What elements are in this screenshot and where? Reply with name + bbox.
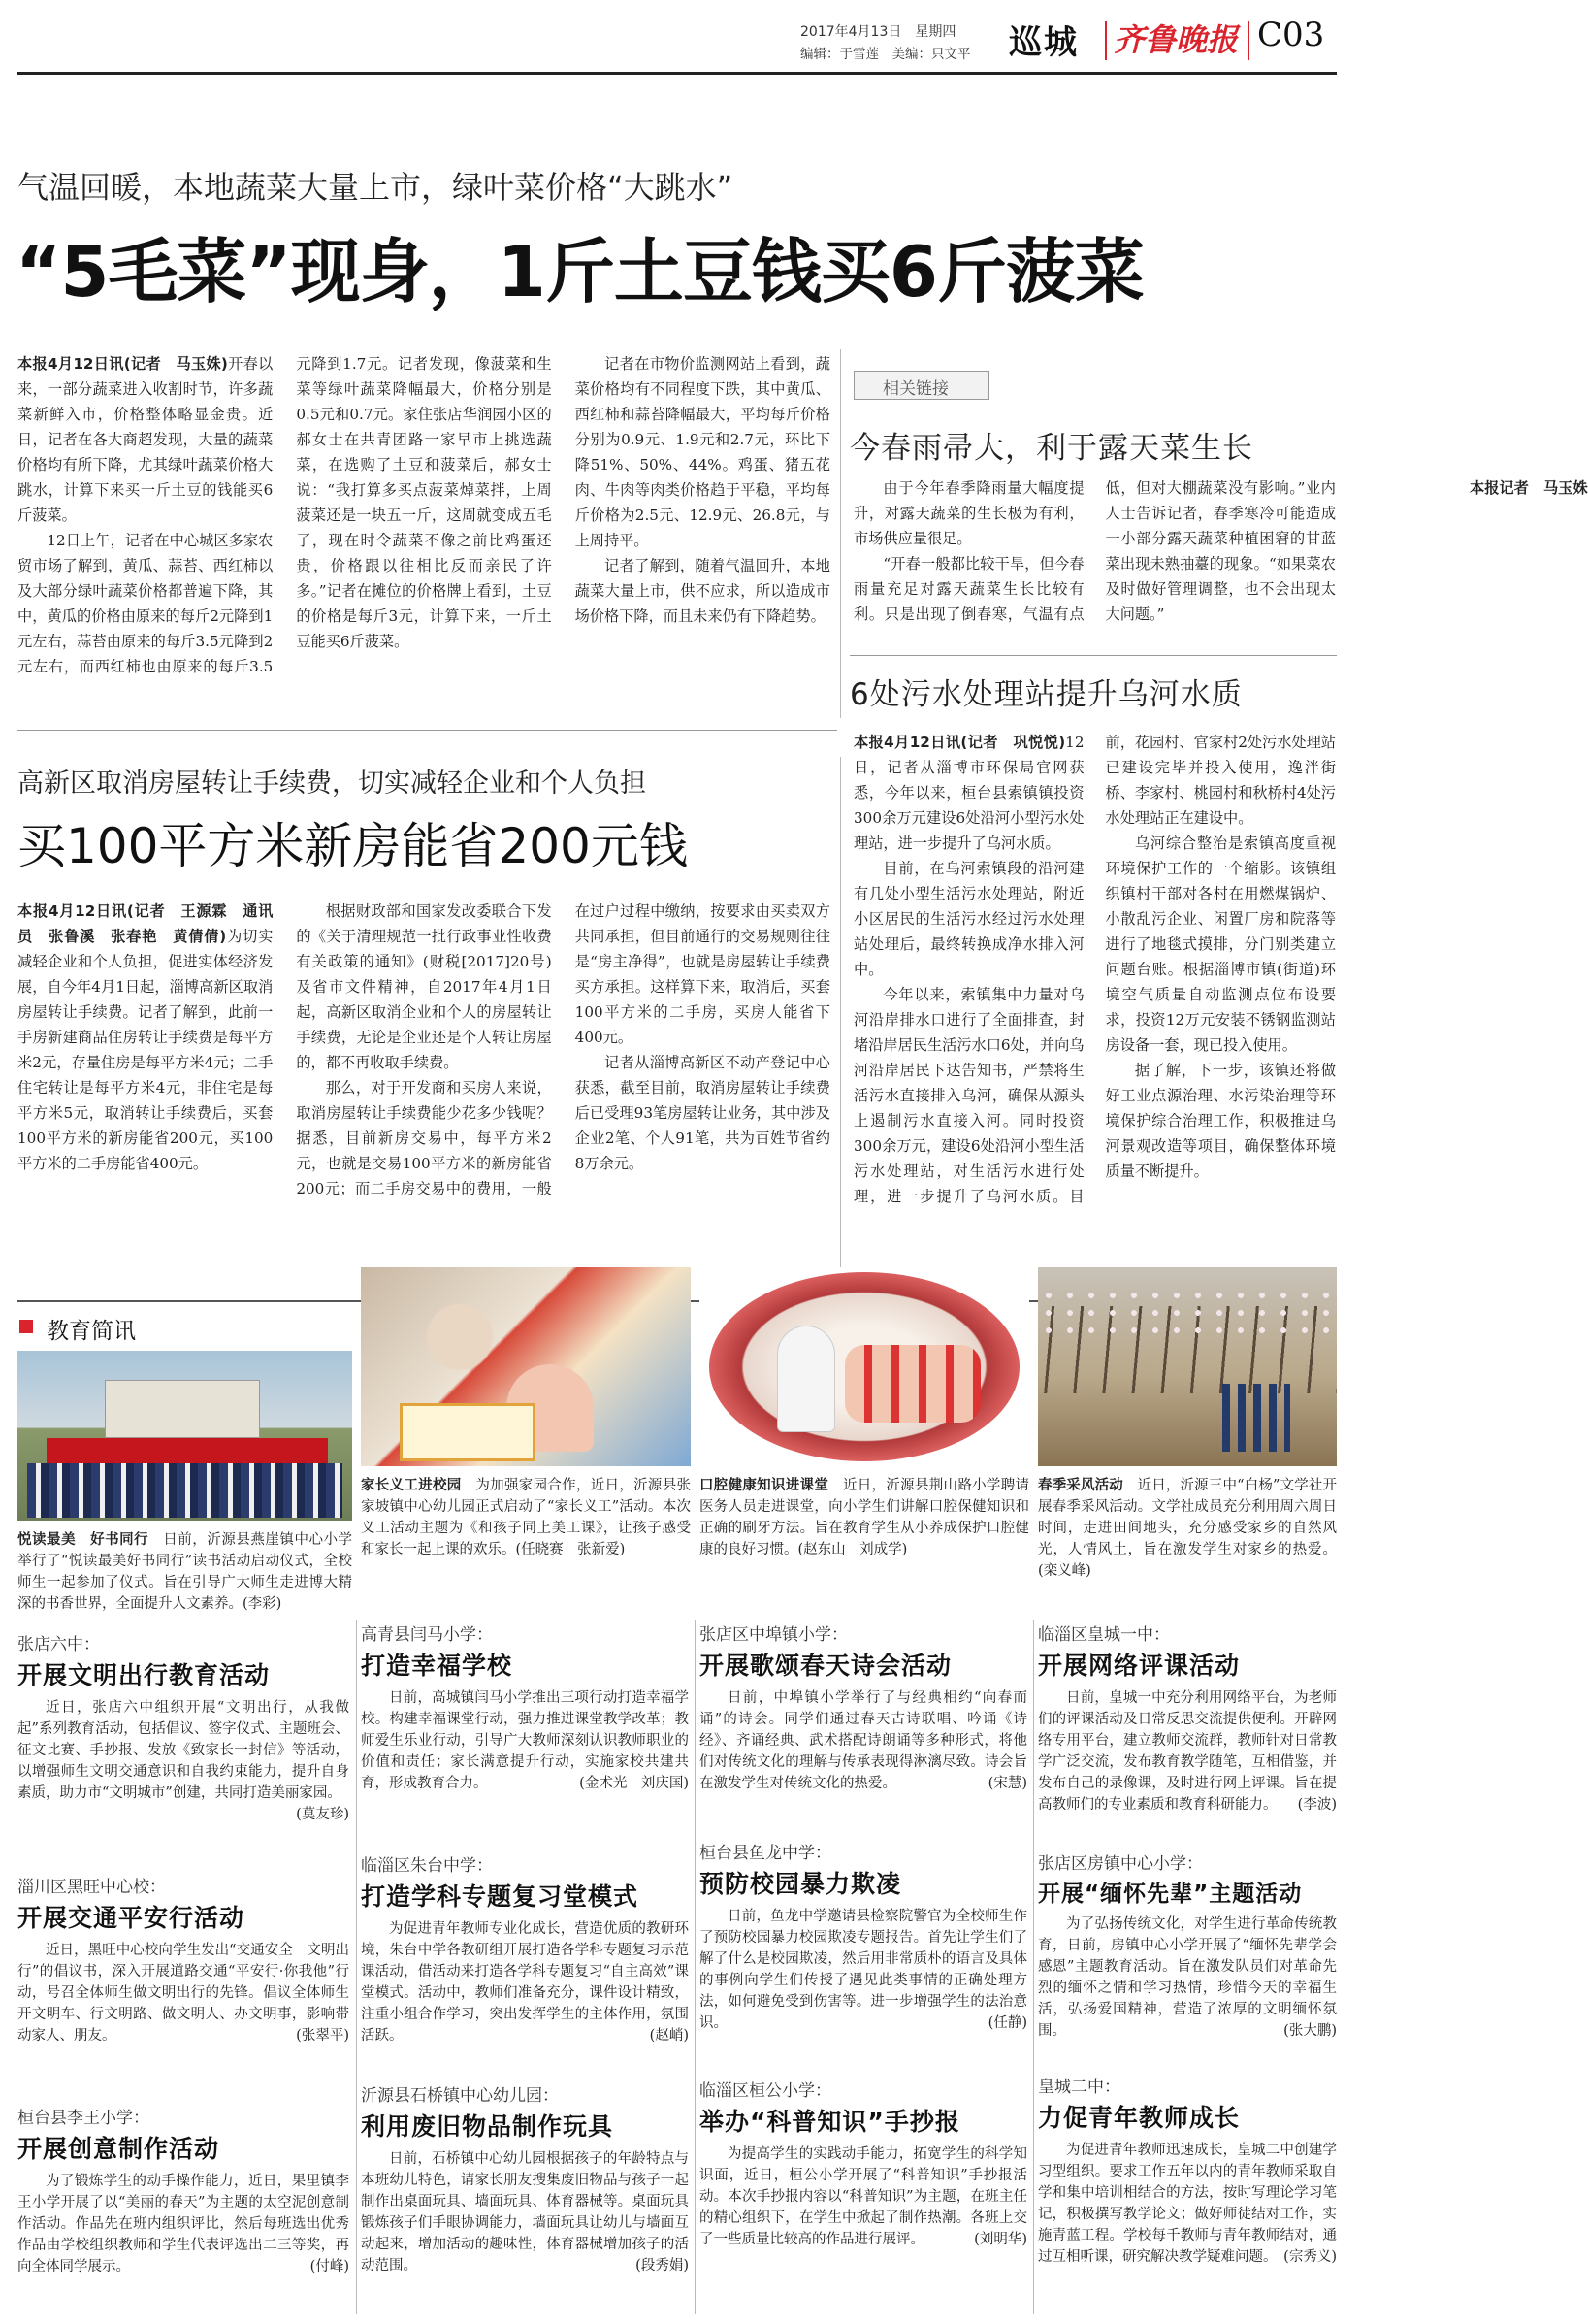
walkers xyxy=(1222,1384,1290,1452)
brief-title: 开展文明出行教育活动 xyxy=(17,1661,271,1689)
brief-school: 临淄区桓公小学： xyxy=(699,2081,831,2101)
header-editor: 编辑：于雪莲 美编：只文平 xyxy=(800,47,971,62)
housing-byline: 本报4月12日讯(记者 王源霖 通讯员 张鲁溪 张春艳 黄倩倩) xyxy=(17,902,274,945)
related-rule xyxy=(850,655,1337,656)
brief-body: 为提高学生的实践动手能力，拓宽学生的科学知识面，近日，桓公小学开展了“科普知识”手抄报活动。本次手抄报内容以“科普知识”为主题，在班主任的精心组织下，在学生中掀起了制作热潮。各班上交了一些质量比较高的作品进行展评。 xyxy=(699,2146,1027,2247)
banner xyxy=(47,1438,328,1463)
related-p1: 由于今年春季降雨量大幅度提升，对露天蔬菜的生长极为有利，市场供应量很足。 xyxy=(854,479,1085,547)
brief-body: 日前，皇城一中充分利用网络平台，为老师们的评课活动及日常反思交流提供便利。开辟网络专用平台，建立教师交流群，教师针对日常教学广泛交流，发布教育教学随笔，互相借鉴，并发布自己的录像课，及时进行网上评课。旨在提高教师们的专业素质和教育科研能力。 xyxy=(1038,1690,1337,1813)
building xyxy=(105,1380,260,1438)
brief-author: (张大鹏) xyxy=(1283,2023,1337,2039)
housing-p2: 根据财政部和国家发改委联合下发的《关于清理规范一批行政事业性收费有关政策的通知》(财税[2017]20号)及省市文件精神，自2017年4月1日起，高新区取消企业和个人的房屋转让手续费，无论是企业还是个人转让房屋的，都不再收取手续费。 xyxy=(296,902,552,1071)
housing-p4: 记者从淄博高新区不动产登记中心获悉，截至目前，取消房屋转让手续费后已受理93笔房屋转让业务，其中涉及企业2笔、个人91笔，共为百姓节省约8万余元。 xyxy=(574,1054,830,1172)
brief-title: 利用废旧物品制作玩具 xyxy=(361,2112,614,2141)
brief-school: 沂源县石桥镇中心幼儿园： xyxy=(361,2086,559,2106)
column-rule xyxy=(840,349,841,718)
brief-body: 为了锻炼学生的动手操作能力，近日，果里镇李王小学开展了以“美丽的春天”为主题的太空泥创意制作活动。作品先在班内组织评比，然后每班选出优秀作品由学校组织教师和学生代表评选出二三等奖，再向全体同学展示。 xyxy=(17,2174,349,2275)
brief-school: 临淄区皇城一中： xyxy=(1038,1625,1170,1645)
students xyxy=(845,1345,981,1423)
brief-item xyxy=(699,1620,1027,1836)
water-p1: 12日，记者从淄博市环保局官网获悉，今年以来，桓台县索镇镇投资300余万元建设6处沿河小型污水处理站，进一步提升了乌河水质。 xyxy=(854,734,1085,852)
edu-label-marker xyxy=(19,1320,33,1333)
edu-col-rule-2 xyxy=(695,1620,696,2314)
reading-ceremony-photo xyxy=(17,1351,352,1521)
brief-body: 日前，中埠镇小学举行了与经典相约“向春而诵”的诗会。同学们通过春天古诗联唱、吟诵《诗经》、齐诵经典、武术搭配诗朗诵等多种形式，将他们对传统文化的理解与传承表现得淋漓尽致。诗会旨在激发学生对传统文化的热爱。 xyxy=(699,1690,1027,1791)
caption-2 xyxy=(361,1475,691,1611)
edu-col-rule-1 xyxy=(356,1620,357,2314)
brief-school: 张店区中埠镇小学： xyxy=(699,1625,848,1645)
water-title: 6处污水处理站提升乌河水质 xyxy=(850,677,1243,712)
page-number: C03 xyxy=(1257,16,1325,54)
brief-item xyxy=(17,1873,349,2098)
brief-school: 张店区房镇中心小学： xyxy=(1038,1854,1203,1874)
brief-school: 高青县闫马小学： xyxy=(361,1625,493,1645)
brief-author: (张翠平) xyxy=(296,2028,349,2044)
brief-school: 张店六中： xyxy=(17,1635,100,1654)
caption-3-title: 口腔健康知识进课堂 xyxy=(699,1478,829,1493)
brand-logo: 齐鲁晚报 xyxy=(1114,21,1239,58)
header xyxy=(0,0,1353,68)
related-byline: 本报记者 马玉姝 xyxy=(1470,479,1588,497)
brief-school: 桓台县鱼龙中学： xyxy=(699,1844,831,1863)
brief-school: 皇城二中： xyxy=(1038,2078,1120,2097)
housing-headline: 买100平方米新房能省200元钱 xyxy=(17,818,688,874)
brief-item xyxy=(17,2104,349,2317)
water-body xyxy=(854,730,1336,1293)
water-p5: 据了解，下一步，该镇还将做好工业点源治理、水污染治理等环境保护综合治理工作，积极推进乌河景观改造等项目，确保整体环境质量不断提升。 xyxy=(1105,1062,1336,1180)
main-kicker: 气温回暖，本地蔬菜大量上市，绿叶菜价格“大跳水” xyxy=(17,169,733,206)
parent-volunteer-photo xyxy=(361,1267,691,1466)
brief-author: (宋慧) xyxy=(988,1776,1027,1791)
water-byline: 本报4月12日讯(记者 巩悦悦) xyxy=(854,734,1066,751)
water-p2: 目前，在乌河索镇段的沿河建有几处小型生活污水处理站，附近小区居民的生活污水经过污水处理站处理后，最终转换成净水排入河中。 xyxy=(854,860,1085,978)
brief-author: (李波) xyxy=(1297,1797,1337,1813)
brief-school: 桓台县李王小学： xyxy=(17,2109,149,2128)
brief-body: 为促进青年教师专业化成长，营造优质的教研环境，朱台中学各教研组开展打造各学科专题复习示范课活动，借活动来打造各学科专题复习“自主高效”课堂模式。活动中，教师们准备充分，课件设计精致，注重小组合作学习，突出发挥学生的主体作用，氛围活跃。 xyxy=(361,1921,689,2044)
brief-title: 开展歌颂春天诗会活动 xyxy=(699,1652,953,1680)
caption-4 xyxy=(1038,1475,1337,1611)
nurse xyxy=(777,1326,835,1432)
brief-title: 打造学科专题复习堂模式 xyxy=(361,1882,639,1911)
brief-item xyxy=(699,2077,1027,2317)
brief-author: (宗秀义) xyxy=(1283,2249,1337,2265)
caption-4-title: 春季采风活动 xyxy=(1038,1478,1123,1493)
related-label: 相关链接 xyxy=(883,379,949,399)
main-p3: 记者在市物价监测网站上看到，蔬菜价格均有不同程度下跌，其中黄瓜、西红柿和蒜苔降幅最大，平均每斤价格分别为0.9元、1.9元和2.7元，环比下降51%、50%、44%。鸡蛋、猪五花肉、牛肉等肉类价格趋于平稳，平均每斤价格为2.5元、12.9元、26.8元，与上周持平。 xyxy=(574,355,830,549)
brief-title: 开展网络评课活动 xyxy=(1038,1652,1241,1680)
brief-title: 举办“科普知识”手抄报 xyxy=(699,2108,960,2136)
brief-author: (段秀娟) xyxy=(635,2258,689,2274)
crowd xyxy=(27,1463,342,1518)
brief-title: 力促青年教师成长 xyxy=(1038,2104,1241,2132)
oral-health-photo xyxy=(699,1267,1029,1466)
header-date: 2017年4月13日 星期四 xyxy=(800,24,956,40)
header-divider xyxy=(1105,21,1107,60)
brief-item xyxy=(361,1620,689,1846)
caption-4-text: 近日，沂源三中“白杨”文学社开展春季采风活动。文学社成员充分利用周六周日时间，走进田间地头，充分感受家乡的自然风光，人情风土，旨在激发学生对家乡的热爱。(栾义峰) xyxy=(1038,1478,1338,1579)
main-p2: 12日上午，记者在中心城区多家农贸市场了解到，黄瓜、蒜苔、西红柿以及大部分绿叶蔬菜价格都普遍下降，其中，黄瓜的价格由原来的每斤2元降到1元左右，蒜苔由原来的每斤3.5元降到2元左右，而西红柿也由原来的每斤3.5元降到1.7元。记者发现，像菠菜和生菜等绿叶蔬菜降幅最大，价格分别是0.5元和0.7元。家住张店华润园小区的郝女士在共青团路一家早市上挑选蔬菜，在选购了土豆和菠菜后，郝女士说：“我打算多买点菠菜焯菜拌，上周菠菜还是一块五一斤，这周就变成五毛了，现在时令蔬菜不像之前比鸡蛋还贵，价格跟以往相比反而亲民了许多。”记者在摊位的价格牌上看到，土豆的价格是每斤3元，计算下来，一斤土豆能买6斤菠菜。 xyxy=(17,355,552,675)
caption-2-text: 为加强家园合作，近日，沂源县张家坡镇中心幼儿园正式启动了“家长义工”活动。本次义工活动主题为《和孩子同上美工课》，让孩子感受和家长一起上课的欢乐。(任晓赛 张新爱) xyxy=(361,1478,692,1557)
brief-author: (莫友珍) xyxy=(296,1807,349,1822)
edu-col-rule-3 xyxy=(1033,1620,1034,2314)
main-byline: 本报4月12日讯(记者 马玉姝) xyxy=(17,355,228,373)
related-title: 今春雨帚大，利于露天菜生长 xyxy=(850,431,1253,466)
brief-body: 日前，鱼龙中学邀请县检察院警官为全校师生作了预防校园暴力校园欺凌专题报告。首先让学生们了解了什么是校园欺凌，然后用非常质朴的语言及具体的事例向学生们传授了遇见此类事情的正确处理方法，如何避免受到伤害等。进一步增强学生的法治意识。 xyxy=(699,1909,1027,2031)
main-p1: 开春以来，一部分蔬菜进入收割时节，许多蔬菜新鲜入市，价格整体略显金贵。近日，记者在各大商超发现，大量的蔬菜价格均有所下降，尤其绿叶蔬菜价格大跳水，计算下来买一斤土豆的钱能买6斤菠菜。 xyxy=(17,355,274,524)
water-p3: 今年以来，索镇集中力量对乌河沿岸排水口进行了全面排查，封堵沿岸居民生活污水口6处，并向乌河沿岸居民下达告知书，严禁将生活污水直接排入乌河，确保从源头上遏制污水直接入河。同时投资300余万元，建设6处沿河小型生活污水处理站，对生活污水进行处理，进一步提升了乌河水质。目前，花园村、官家村2处污水处理站已建设完毕并投入使用，逸泮街桥、李家村、桃园村和秋桥村4处污水处理站正在建设中。 xyxy=(854,734,1336,1205)
brief-item xyxy=(361,2081,689,2317)
brief-author: (赵峭) xyxy=(649,2028,689,2044)
brief-body: 为了弘扬传统文化，对学生进行革命传统教育，日前，房镇中心小学开展了“缅怀先辈学会感恩”主题教育活动。旨在激发队员们对革命先烈的缅怀之情和学习热情，珍惜今天的幸福生活，弘扬爱国精神，营造了浓厚的文明缅怀氛围。 xyxy=(1038,1916,1337,2039)
water-p4: 乌河综合整治是索镇高度重视环境保护工作的一个缩影。该镇组织镇村干部对各村在用燃煤锅炉、小散乱污企业、闲置厂房和院落等进行了地毯式摸排，分门别类建立问题台账。根据淄博市镇(街道)环境空气质量自动监测点位布设要求，投资12万元安装不锈钢监测站房设备一套，现已投入使用。 xyxy=(1105,835,1336,1054)
main-rule xyxy=(17,730,837,731)
caption-1-text: 日前，沂源县燕崖镇中心小学举行了“悦读最美好书同行”读书活动启动仪式，全校师生一起参加了仪式。旨在引导广大师生走进博大精深的书香世界，全面提升人文素养。(李彩) xyxy=(17,1532,353,1612)
housing-p1: 为切实减轻企业和个人负担，促进实体经济发展，自今年4月1日起，淄博高新区取消房屋转让手续费。记者了解到，此前一手房新建商品住房转让手续费是每平方米2元，存量住房是每平方米4元；二手住宅转让是每平方米4元，非住宅是每平方米5元，取消转让手续费后，买套100平方米的新房能省200元，买100平方米的二手房能省400元。 xyxy=(17,928,274,1172)
brief-title: 打造幸福学校 xyxy=(361,1652,513,1680)
caption-3-text: 近日，沂源县荆山路小学聘请医务人员走进课堂，向小学生们讲解口腔保健知识和正确的刷牙方法。旨在教育学生从小养成保护口腔健康的良好习惯。(赵东山 刘成学) xyxy=(699,1478,1030,1557)
brief-title: 开展“缅怀先辈”主题活动 xyxy=(1038,1882,1303,1907)
blossoms xyxy=(1038,1287,1337,1345)
related-body xyxy=(854,475,1588,640)
brief-item xyxy=(1038,2073,1337,2317)
brief-item xyxy=(361,1851,689,2077)
brief-body: 日前，高城镇闫马小学推出三项行动打造幸福学校。构建幸福课堂行动，强力推进课堂教学改革；教师爱生乐业行动，引导广大教师深刻认识教师职业的价值和责任；家长满意提升行动，实施家校共建共育，形成教育合力。 xyxy=(361,1690,689,1791)
housing-kicker: 高新区取消房屋转让手续费，切实减轻企业和个人负担 xyxy=(17,769,646,799)
brief-title: 开展创意制作活动 xyxy=(17,2135,220,2163)
brief-author: (刘明华) xyxy=(974,2232,1027,2247)
caption-1-title: 悦读最美 好书同行 xyxy=(17,1532,149,1548)
housing-body xyxy=(17,899,830,1287)
main-headline: “5毛菜”现身，1斤土豆钱买6斤菠菜 xyxy=(16,231,1144,312)
brief-item xyxy=(699,1839,1027,2072)
brief-body: 近日，张店六中组织开展“文明出行，从我做起”系列教育活动，包括倡议、签字仪式、主题班会、征文比赛、手抄报、发放《致家长一封信》等活动，以增强师生文明交通意识和自我约束能力，提升自身素质，助力市“文明城市”创建，共同打造美丽家园。 xyxy=(17,1700,349,1801)
brief-item xyxy=(1038,1849,1337,2069)
brief-title: 预防校园暴力欺凌 xyxy=(699,1870,902,1898)
section-name: 巡城 xyxy=(1009,23,1079,62)
brief-item xyxy=(17,1630,349,1865)
edu-label: 教育简讯 xyxy=(47,1319,136,1344)
artwork xyxy=(400,1403,535,1461)
main-body xyxy=(17,351,830,710)
brief-author: (金术光 刘庆国) xyxy=(579,1776,689,1791)
brief-body: 日前，石桥镇中心幼儿园根据孩子的年龄特点与本班幼儿特色，请家长朋友搜集废旧物品与孩子一起制作出桌面玩具、墙面玩具、体育器械等。桌面玩具锻炼孩子们手眼协调能力，墙面玩具让幼儿与墙面互动起来，增加活动的趣味性，体育器械增加孩子的活动范围。 xyxy=(361,2151,689,2274)
brief-school: 淄川区黑旺中心校： xyxy=(17,1878,166,1897)
brief-body: 为促进青年教师迅速成长，皇城二中创建学习型组织。要求工作五年以内的青年教师采取自学和集中培训相结合的方法，按时写理论学习笔记，积极撰写教学论文；做好师徒结对工作，实施青蓝工程。学校每千教师与青年教师结对，通过互相听课，研究解决教学疑难问题。 xyxy=(1038,2143,1337,2265)
caption-3 xyxy=(699,1475,1029,1611)
spring-outing-photo xyxy=(1038,1267,1337,1466)
brief-body: 近日，黑旺中心校向学生发出“交通安全 文明出行”的倡议书，深入开展道路交通“平安行·你我他”行动，号召全体师生做文明出行的先锋。倡议全体师生开文明车、行文明路、做文明人、办文明事，影响带动家人、朋友。 xyxy=(17,1943,349,2044)
brief-title: 开展交通平安行活动 xyxy=(17,1904,245,1932)
brief-school: 临淄区朱台中学： xyxy=(361,1856,493,1876)
header-rule xyxy=(17,72,1337,75)
caption-2-title: 家长义工进校园 xyxy=(361,1478,462,1493)
main-p4: 记者了解到，随着气温回升，本地蔬菜大量上市，供不应求，所以造成市场价格下降，而且未来仍有下降趋势。 xyxy=(574,557,830,625)
brief-author: (任静) xyxy=(988,2015,1027,2031)
brief-author: (付峰) xyxy=(309,2259,349,2275)
related-p2: “开春一般都比较干旱，但今春雨量充足对露天蔬菜生长比较有利。只是出现了倒春寒，气温有点低，但对大棚蔬菜没有影响。”业内人士告诉记者，春季寒冷可能造成一小部分露天蔬菜种植困窘的甘蓝菜出现未熟抽薹的现象。“如果菜农及时做好管理调整，也不会出现太大问题。” xyxy=(854,479,1336,623)
housing-p3: 那么，对于开发商和买房人来说，取消房屋转让手续费能少花多少钱呢？据悉，目前新房交易中，每平方米2元，也就是交易100平方米的新房能省200元；而二手房交易中的费用，一般在过户过程中缴纳，按要求由买卖双方共同承担，但目前通行的交易规则往往是“房主净得”，也就是房屋转让手续费买方承担。这样算下来，取消后，买套100平方米的二手房，买房人能省下400元。 xyxy=(296,902,830,1197)
brief-item xyxy=(1038,1620,1337,1848)
header-divider-2 xyxy=(1248,21,1249,60)
column-rule-2 xyxy=(840,757,841,1295)
